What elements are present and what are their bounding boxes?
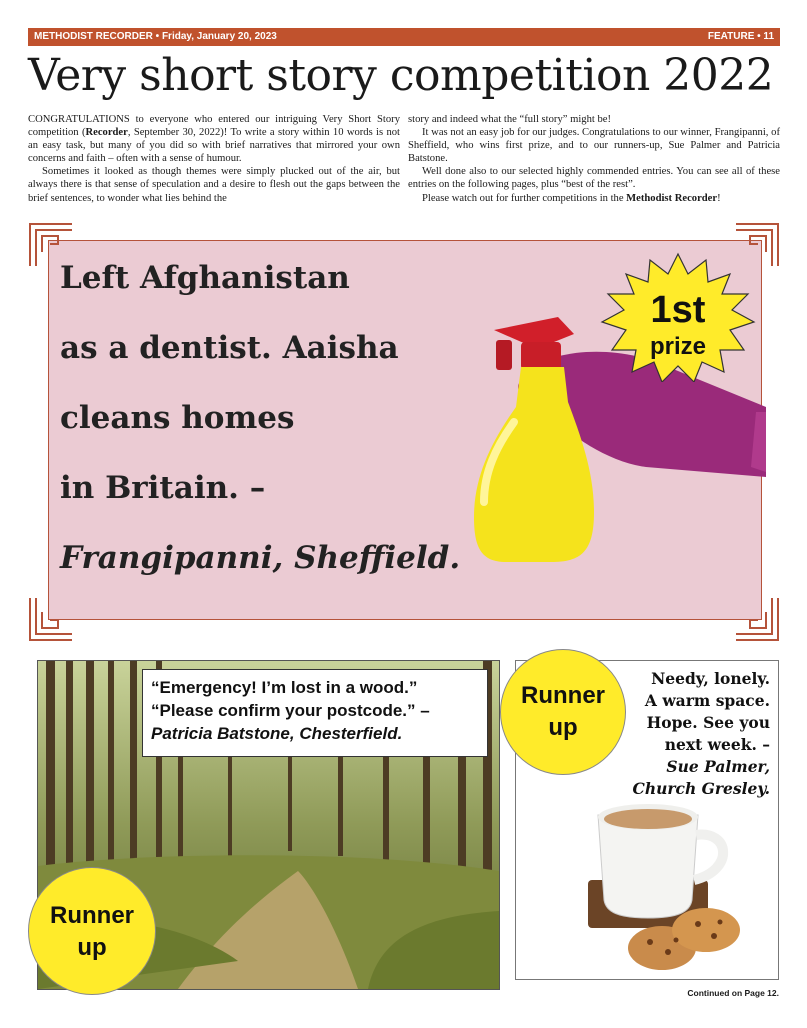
- quote-credit: Church Gresley.: [632, 779, 770, 798]
- corner-ornament-icon: [734, 596, 780, 642]
- quote-line: “Please confirm your postcode.” –: [151, 701, 430, 720]
- badge-line: up: [77, 934, 107, 961]
- badge-line: Runner: [521, 682, 605, 709]
- winner-story: [60, 258, 480, 608]
- quote-line: Needy, lonely.: [651, 669, 770, 688]
- starburst-badge: [598, 252, 758, 382]
- masthead-left: METHODIST RECORDER • Friday, January 20, 2023: [34, 31, 277, 42]
- page-title: Very short story competition 2022: [28, 50, 774, 101]
- badge-top-text: 1st: [650, 289, 706, 331]
- page-section: FEATURE • 11: [707, 31, 774, 42]
- intro-paragraph: [28, 113, 400, 165]
- intro-paragraph: Sometimes it looked as though themes were simply plucked out of the air, but always there is that sense of speculation and a desire to flesh out the gaps between the brief sentences, to wonder what lies behind the: [28, 166, 400, 204]
- winner-line: in Britain. –: [60, 470, 266, 506]
- runner-up-quote-2: [620, 668, 770, 800]
- intro-paragraph: [408, 192, 780, 205]
- quote-line: A warm space.: [644, 691, 770, 710]
- runner-up-quote-1: [142, 669, 488, 757]
- intro-text: Please watch out for further competitions in the: [422, 192, 627, 204]
- quote-line: “Emergency! I’m lost in a wood.”: [151, 678, 418, 697]
- intro-paragraph: Well done also to our selected highly commended entries. You can see all of these entries on the following pages, plus “best of the rest”.: [408, 166, 780, 191]
- winner-line: as a dentist. Aaisha: [60, 330, 399, 366]
- intro-text: , September 30, 2022)! To write a story within 10 words is not an easy task, but many of you did so with brief narratives that mirrored your own concerns and faith – often with a sense of humour.: [28, 127, 400, 165]
- winner-line: cleans homes: [60, 400, 295, 436]
- intro-bold: Methodist Recorder: [626, 192, 718, 204]
- runner-up-badge: [500, 649, 626, 775]
- quote-line: Hope. See you: [646, 713, 770, 732]
- continued-note: Continued on Page 12.: [687, 988, 779, 998]
- quote-credit: Sue Palmer,: [666, 757, 770, 776]
- quote-credit: Patricia Batstone, Chesterfield.: [151, 724, 403, 743]
- winner-credit: Frangipanni, Sheffield.: [60, 540, 461, 576]
- intro-column-1: [28, 113, 400, 205]
- intro-text: !: [717, 192, 721, 204]
- masthead-bar: [28, 28, 780, 46]
- coffee-cup-biscuits-photo: [580, 790, 750, 975]
- badge-line: Runner: [50, 902, 134, 929]
- winner-panel: [28, 222, 780, 642]
- badge-bottom-text: prize: [649, 333, 707, 360]
- winner-line: Left Afghanistan: [60, 260, 350, 296]
- runner-up-badge: [28, 867, 156, 995]
- intro-column-2: [408, 113, 780, 205]
- quote-line: next week. –: [664, 735, 770, 754]
- intro-bold: Recorder: [85, 127, 128, 139]
- intro-paragraph: story and indeed what the “full story” might be!: [408, 114, 611, 125]
- badge-line: up: [548, 714, 578, 741]
- intro-text: CONGRATULATIONS to everyone who entered our intriguing Very Short Story competition (: [28, 114, 400, 139]
- intro-paragraph: It was not an easy job for our judges. Congratulations to our winner, Frangipanni, of Sheffield, who wins first prize, and to our runners-up, Sue Palmer and Patricia Batstone.: [408, 127, 780, 165]
